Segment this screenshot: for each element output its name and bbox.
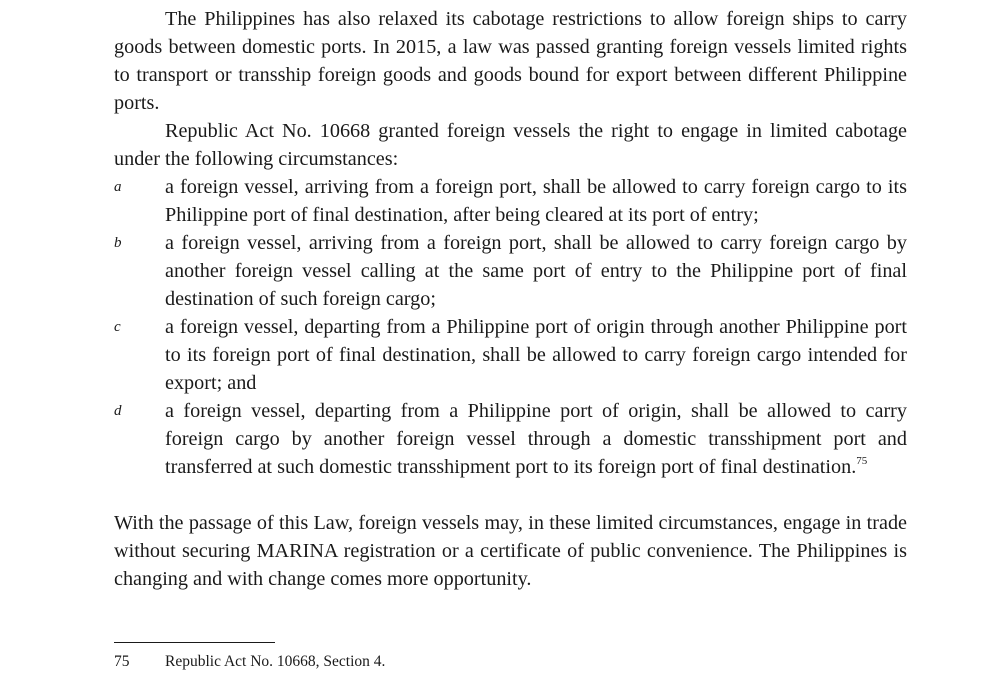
list-item (114, 229, 907, 313)
paragraph-republic-act: Republic Act No. 10668 granted foreign vessels the right to engage in limited cabotage under the following circumstances: (114, 120, 907, 170)
footnote-text: Republic Act No. 10668, Section 4. (165, 653, 386, 670)
list-item-text: a foreign vessel, departing from a Philippine port of origin through another Philippine port to its foreign port of final destination, shall be allowed to carry foreign cargo intended for export; and (165, 316, 907, 394)
circumstances-list (114, 173, 907, 481)
footnote-number: 75 (114, 653, 130, 670)
paragraph-spacer (114, 481, 907, 509)
footnote (114, 651, 907, 673)
list-item-text: a foreign vessel, arriving from a foreign port, shall be allowed to carry foreign cargo by another foreign vessel calling at the same port of entry to the Philippine port of final destination of such foreign cargo; (165, 232, 907, 310)
list-marker: d (114, 403, 122, 419)
paragraph-cabotage-intro: The Philippines has also relaxed its cabotage restrictions to allow foreign ships to carry goods between domestic ports. In 2015, a law was passed granting foreign vessels limited rights to transport or transship foreign goods and goods bound for export between different Philippine ports. (114, 8, 907, 114)
body-text (114, 5, 907, 593)
footnote-divider (114, 642, 275, 643)
list-marker: a (114, 179, 122, 195)
footnote-reference[interactable]: 75 (856, 455, 868, 467)
paragraph-conclusion: With the passage of this Law, foreign vessels may, in these limited circumstances, engage in trade without securing MARINA registration or a certificate of public convenience. The Philippines is changing and with change comes more opportunity. (114, 512, 907, 590)
list-item-text: a foreign vessel, arriving from a foreign port, shall be allowed to carry foreign cargo to its Philippine port of final destination, after being cleared at its port of entry; (165, 176, 907, 226)
list-item (114, 173, 907, 229)
list-marker: c (114, 319, 121, 335)
list-marker: b (114, 235, 122, 251)
list-item (114, 397, 907, 481)
list-item (114, 313, 907, 397)
list-item-text: a foreign vessel, departing from a Philippine port of origin, shall be allowed to carry foreign cargo by another foreign vessel through a domestic transshipment port and transferred at such domestic transshipment port to its foreign port of final destination. (165, 400, 907, 478)
